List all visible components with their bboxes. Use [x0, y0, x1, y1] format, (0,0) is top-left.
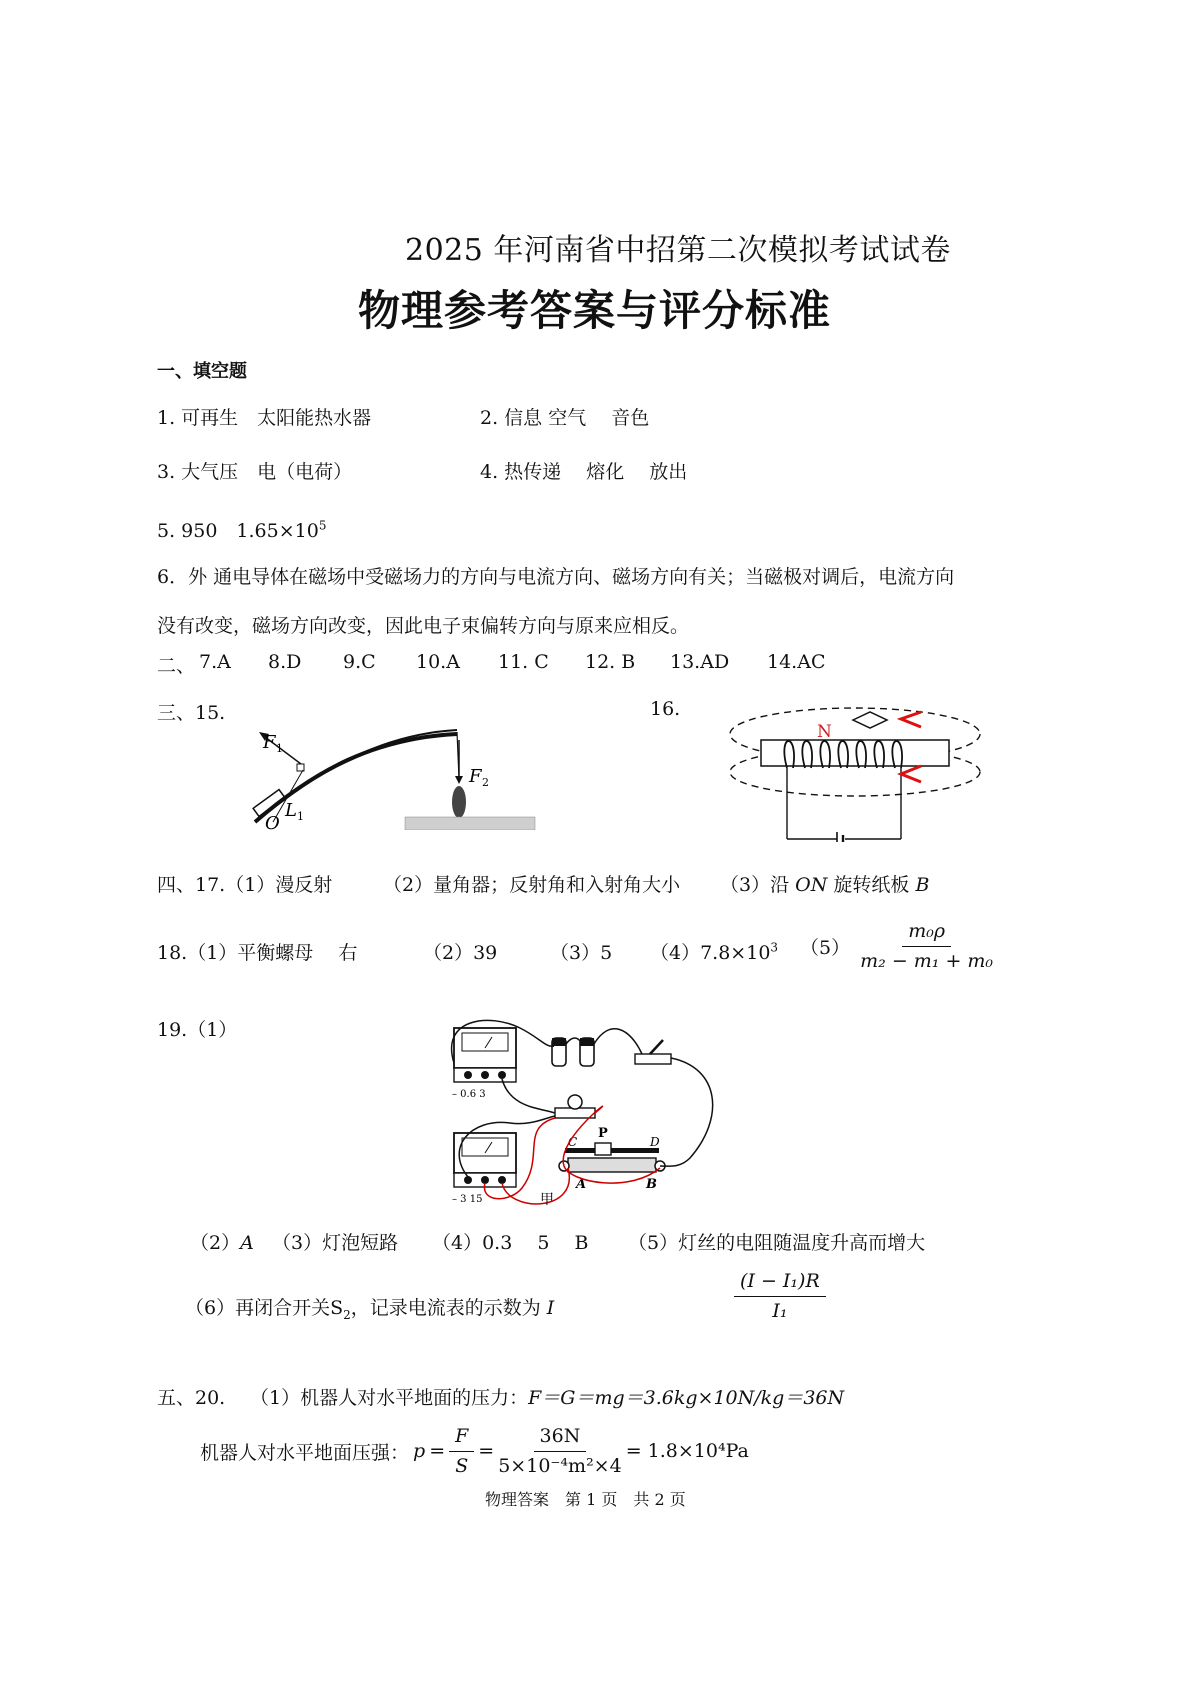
- north-pole-label: N: [817, 722, 832, 742]
- ammeter-terminals: – 0.6 3: [452, 1089, 486, 1100]
- force-f2-subscript: 2: [482, 776, 489, 789]
- var-b: B: [915, 874, 930, 896]
- terminal-b-label: B: [646, 1177, 657, 1192]
- mc-answer: 12. B: [585, 651, 636, 673]
- answer-q19-part6-post: ，记录电流表的示数为: [350, 1297, 547, 1319]
- answer-q17-part2: （2）量角器；反射角和入射角大小: [383, 874, 681, 896]
- q19-label: 19.（1）: [157, 1019, 238, 1041]
- fraction-denominator: S: [455, 1454, 469, 1477]
- force-f1-label: F: [263, 732, 276, 753]
- mc-answer: 14.AC: [767, 651, 826, 673]
- figure-caption-jia: 甲: [540, 1192, 554, 1208]
- answer-q19-part2-label: （2）: [190, 1232, 241, 1254]
- answer-q5: [157, 516, 326, 543]
- exam-title: 2025 年河南省中招第二次模拟考试试卷: [405, 233, 951, 268]
- answer-q19-part6: [185, 1293, 554, 1322]
- answer-q5-text: 5. 950 1.65×10: [157, 520, 319, 542]
- fraction-numerator: 36N: [534, 1425, 587, 1452]
- answer-q20-line1-pre: （1）机器人对水平地面的压力：: [250, 1387, 529, 1409]
- circuit-figure: [450, 1018, 740, 1208]
- field-direction-arrow-icon: [901, 712, 921, 727]
- answer-q19-part6-sub: 2: [343, 1307, 351, 1322]
- answer-q6-line1: 6．外 通电导体在磁场中受磁场力的方向与电流方向、磁场方向有关；当磁极对调后，电流方向: [157, 566, 955, 588]
- mc-answer: 9.C: [343, 651, 376, 673]
- answer-q19-part6-pre: （6）再闭合开关S: [185, 1297, 344, 1319]
- answer-q18-part4-text: （4）7.8×10: [650, 942, 771, 964]
- voltmeter-terminals: – 3 15: [452, 1194, 483, 1205]
- mc-answer: 7.A: [199, 651, 231, 673]
- fraction-denominator: 5×10⁻⁴m²×4: [498, 1454, 622, 1477]
- q16-label: 16.: [650, 698, 681, 720]
- answer-q20-line2-pre: 机器人对水平地面压强：: [200, 1441, 410, 1464]
- fraction-numerator: (I − I₁)R: [734, 1270, 826, 1297]
- terminal-c-label: C: [568, 1135, 578, 1149]
- mc-answer: 11. C: [498, 651, 549, 673]
- answer-q18-part3: （3）5: [550, 942, 613, 964]
- arm-l1-subscript: 1: [297, 810, 304, 823]
- pivot-o-label: O: [265, 813, 280, 830]
- page-footer: 物理答案 第 1 页 共 2 页: [485, 1490, 686, 1509]
- answer-q18-part4: [650, 938, 778, 965]
- terminal-d-label: D: [650, 1135, 660, 1149]
- switch-icon: [635, 1054, 671, 1064]
- q20-label: 五、20.: [157, 1387, 226, 1409]
- var-on: ON: [795, 874, 828, 896]
- answer-q19-part5: （5）灯丝的电阻随温度升高而增大: [628, 1232, 926, 1254]
- answer-q17-part3-mid: 旋转纸板: [827, 874, 916, 896]
- mc-answer: 13.AD: [670, 651, 730, 673]
- answer-q1: 1. 可再生 太阳能热水器: [157, 407, 372, 429]
- var-i: I: [546, 1297, 555, 1319]
- arm-l1-label: L: [285, 800, 297, 821]
- answer-q17-part1: 四、17.（1）漫反射: [157, 874, 333, 896]
- force-f1-subscript: 1: [276, 742, 283, 755]
- answer-q19-part2: [190, 1228, 254, 1255]
- answer-q2: 2. 信息 空气 音色: [480, 407, 650, 429]
- mc-answer: 8.D: [268, 651, 302, 673]
- var-a: A: [240, 1232, 254, 1254]
- answer-q6-line2: 没有改变，磁场方向改变，因此电子束偏转方向与原来应相反。: [157, 615, 690, 637]
- answer-q20-line1: [250, 1383, 844, 1410]
- answer-q17-part3: [720, 870, 929, 897]
- fraction-denominator: m₂ − m₁ + m₀: [860, 949, 994, 972]
- fraction-denominator: I₁: [772, 1299, 788, 1322]
- doc-title: 物理参考答案与评分标准: [358, 286, 832, 335]
- answer-q4: 4. 热传递 熔化 放出: [480, 461, 688, 483]
- q15-label: 三、15.: [157, 702, 226, 724]
- answer-q3: 3. 大气压 电（电荷）: [157, 461, 353, 483]
- section2-label: 二、: [157, 655, 196, 677]
- fraction-numerator: F: [449, 1425, 474, 1452]
- fraction-numerator: m₀ρ: [902, 920, 951, 947]
- mc-answer: 10.A: [416, 651, 460, 673]
- section-heading-fill-in: 一、填空题: [157, 361, 247, 382]
- force-f2-label: F: [469, 766, 482, 787]
- answer-q18-part1: 18.（1）平衡螺母 右: [157, 942, 358, 964]
- answer-q18-part5-label: （5）: [800, 936, 851, 959]
- answer-q19-part3: （3）灯泡短路: [272, 1232, 399, 1254]
- answer-q18-part4-exponent: 3: [770, 940, 779, 955]
- var-p: p: [413, 1440, 426, 1463]
- answer-q19-formula: [730, 1270, 830, 1323]
- answer-q18-part2: （2）39: [423, 942, 498, 964]
- answer-q19-part4: （4）0.3 5 B: [432, 1232, 589, 1254]
- rheostat-icon: [568, 1158, 656, 1172]
- answer-q5-exponent: 5: [318, 518, 327, 533]
- compass-needle-icon: [853, 712, 887, 728]
- answer-q17-part3-pre: （3）沿: [720, 874, 796, 896]
- field-direction-arrow-icon: [901, 766, 921, 782]
- answer-q20-result: = 1.8×10⁴Pa: [625, 1440, 749, 1463]
- fishing-rod-figure: [245, 720, 605, 830]
- answer-q20-line2: 机器人对水平地面压强： p = $\frac{F}{S}$ = $\frac{36N}{\text{5×10⁻⁴m²×4}}$ = 1.8×10⁴Pa: [200, 1425, 749, 1477]
- answer-q20-line1-eq: F＝G＝mg＝3.6kg×10N/kg＝36N: [528, 1387, 845, 1409]
- slider-p-label: P: [598, 1126, 608, 1141]
- terminal-a-label: A: [576, 1177, 587, 1192]
- answer-q18-part5: [800, 920, 997, 973]
- solenoid-figure: [725, 702, 990, 842]
